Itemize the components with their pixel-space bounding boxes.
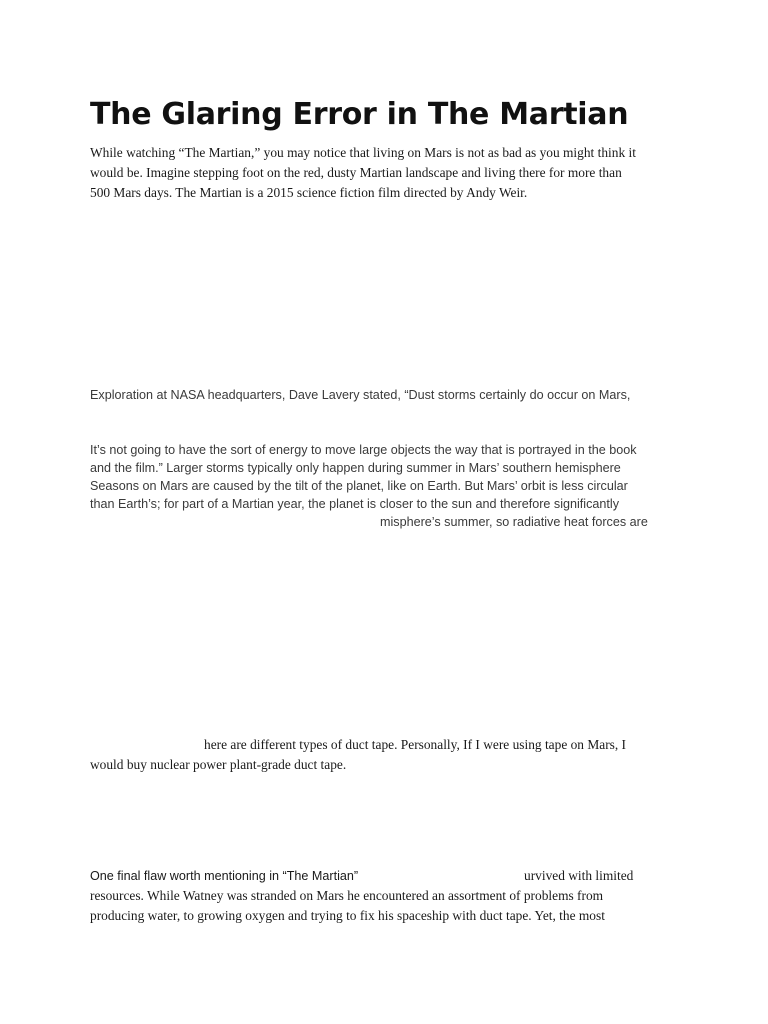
storm-line-fragment: misphere’s summer, so radiative heat forces are bbox=[380, 515, 648, 529]
storm-line: and the film.” Larger storms typically only happen during summer in Mars’ southern hemisphere bbox=[90, 461, 621, 475]
duct-tape-line-fragment: here are different types of duct tape. Personally, If I were using tape on Mars, I bbox=[204, 737, 627, 752]
storm-line: than Earth’s; for part of a Martian year, the planet is closer to the sun and therefore significantly bbox=[90, 497, 619, 511]
intro-line: would be. Imagine stepping foot on the red, dusty Martian landscape and living there for more than bbox=[90, 165, 622, 180]
final-line-start: One final flaw worth mentioning in “The Martian” bbox=[90, 869, 359, 883]
final-paragraph bbox=[90, 866, 690, 926]
article-title: The Glaring Error in The Martian bbox=[90, 97, 629, 132]
exploration-paragraph bbox=[90, 386, 690, 404]
intro-line: 500 Mars days. The Martian is a 2015 science fiction film directed by Andy Weir. bbox=[90, 185, 528, 200]
exploration-line: Exploration at NASA headquarters, Dave Lavery stated, “Dust storms certainly do occur on Mars, bbox=[90, 388, 631, 402]
final-line: producing water, to growing oxygen and trying to fix his spaceship with duct tape. Yet, the most bbox=[90, 908, 605, 923]
intro-paragraph bbox=[90, 143, 690, 203]
storm-line: It’s not going to have the sort of energy to move large objects the way that is portrayed in the book bbox=[90, 443, 637, 457]
final-first-line bbox=[90, 866, 690, 886]
intro-line: While watching “The Martian,” you may notice that living on Mars is not as bad as you might think it bbox=[90, 145, 636, 160]
duct-tape-line: would buy nuclear power plant-grade duct tape. bbox=[90, 757, 347, 772]
final-line-end: urvived with limited bbox=[524, 868, 634, 883]
duct-tape-paragraph bbox=[90, 735, 690, 775]
storm-paragraph bbox=[90, 441, 690, 531]
storm-line: Seasons on Mars are caused by the tilt of the planet, like on Earth. But Mars’ orbit is less circular bbox=[90, 479, 628, 493]
final-line: resources. While Watney was stranded on Mars he encountered an assortment of problems from bbox=[90, 888, 604, 903]
